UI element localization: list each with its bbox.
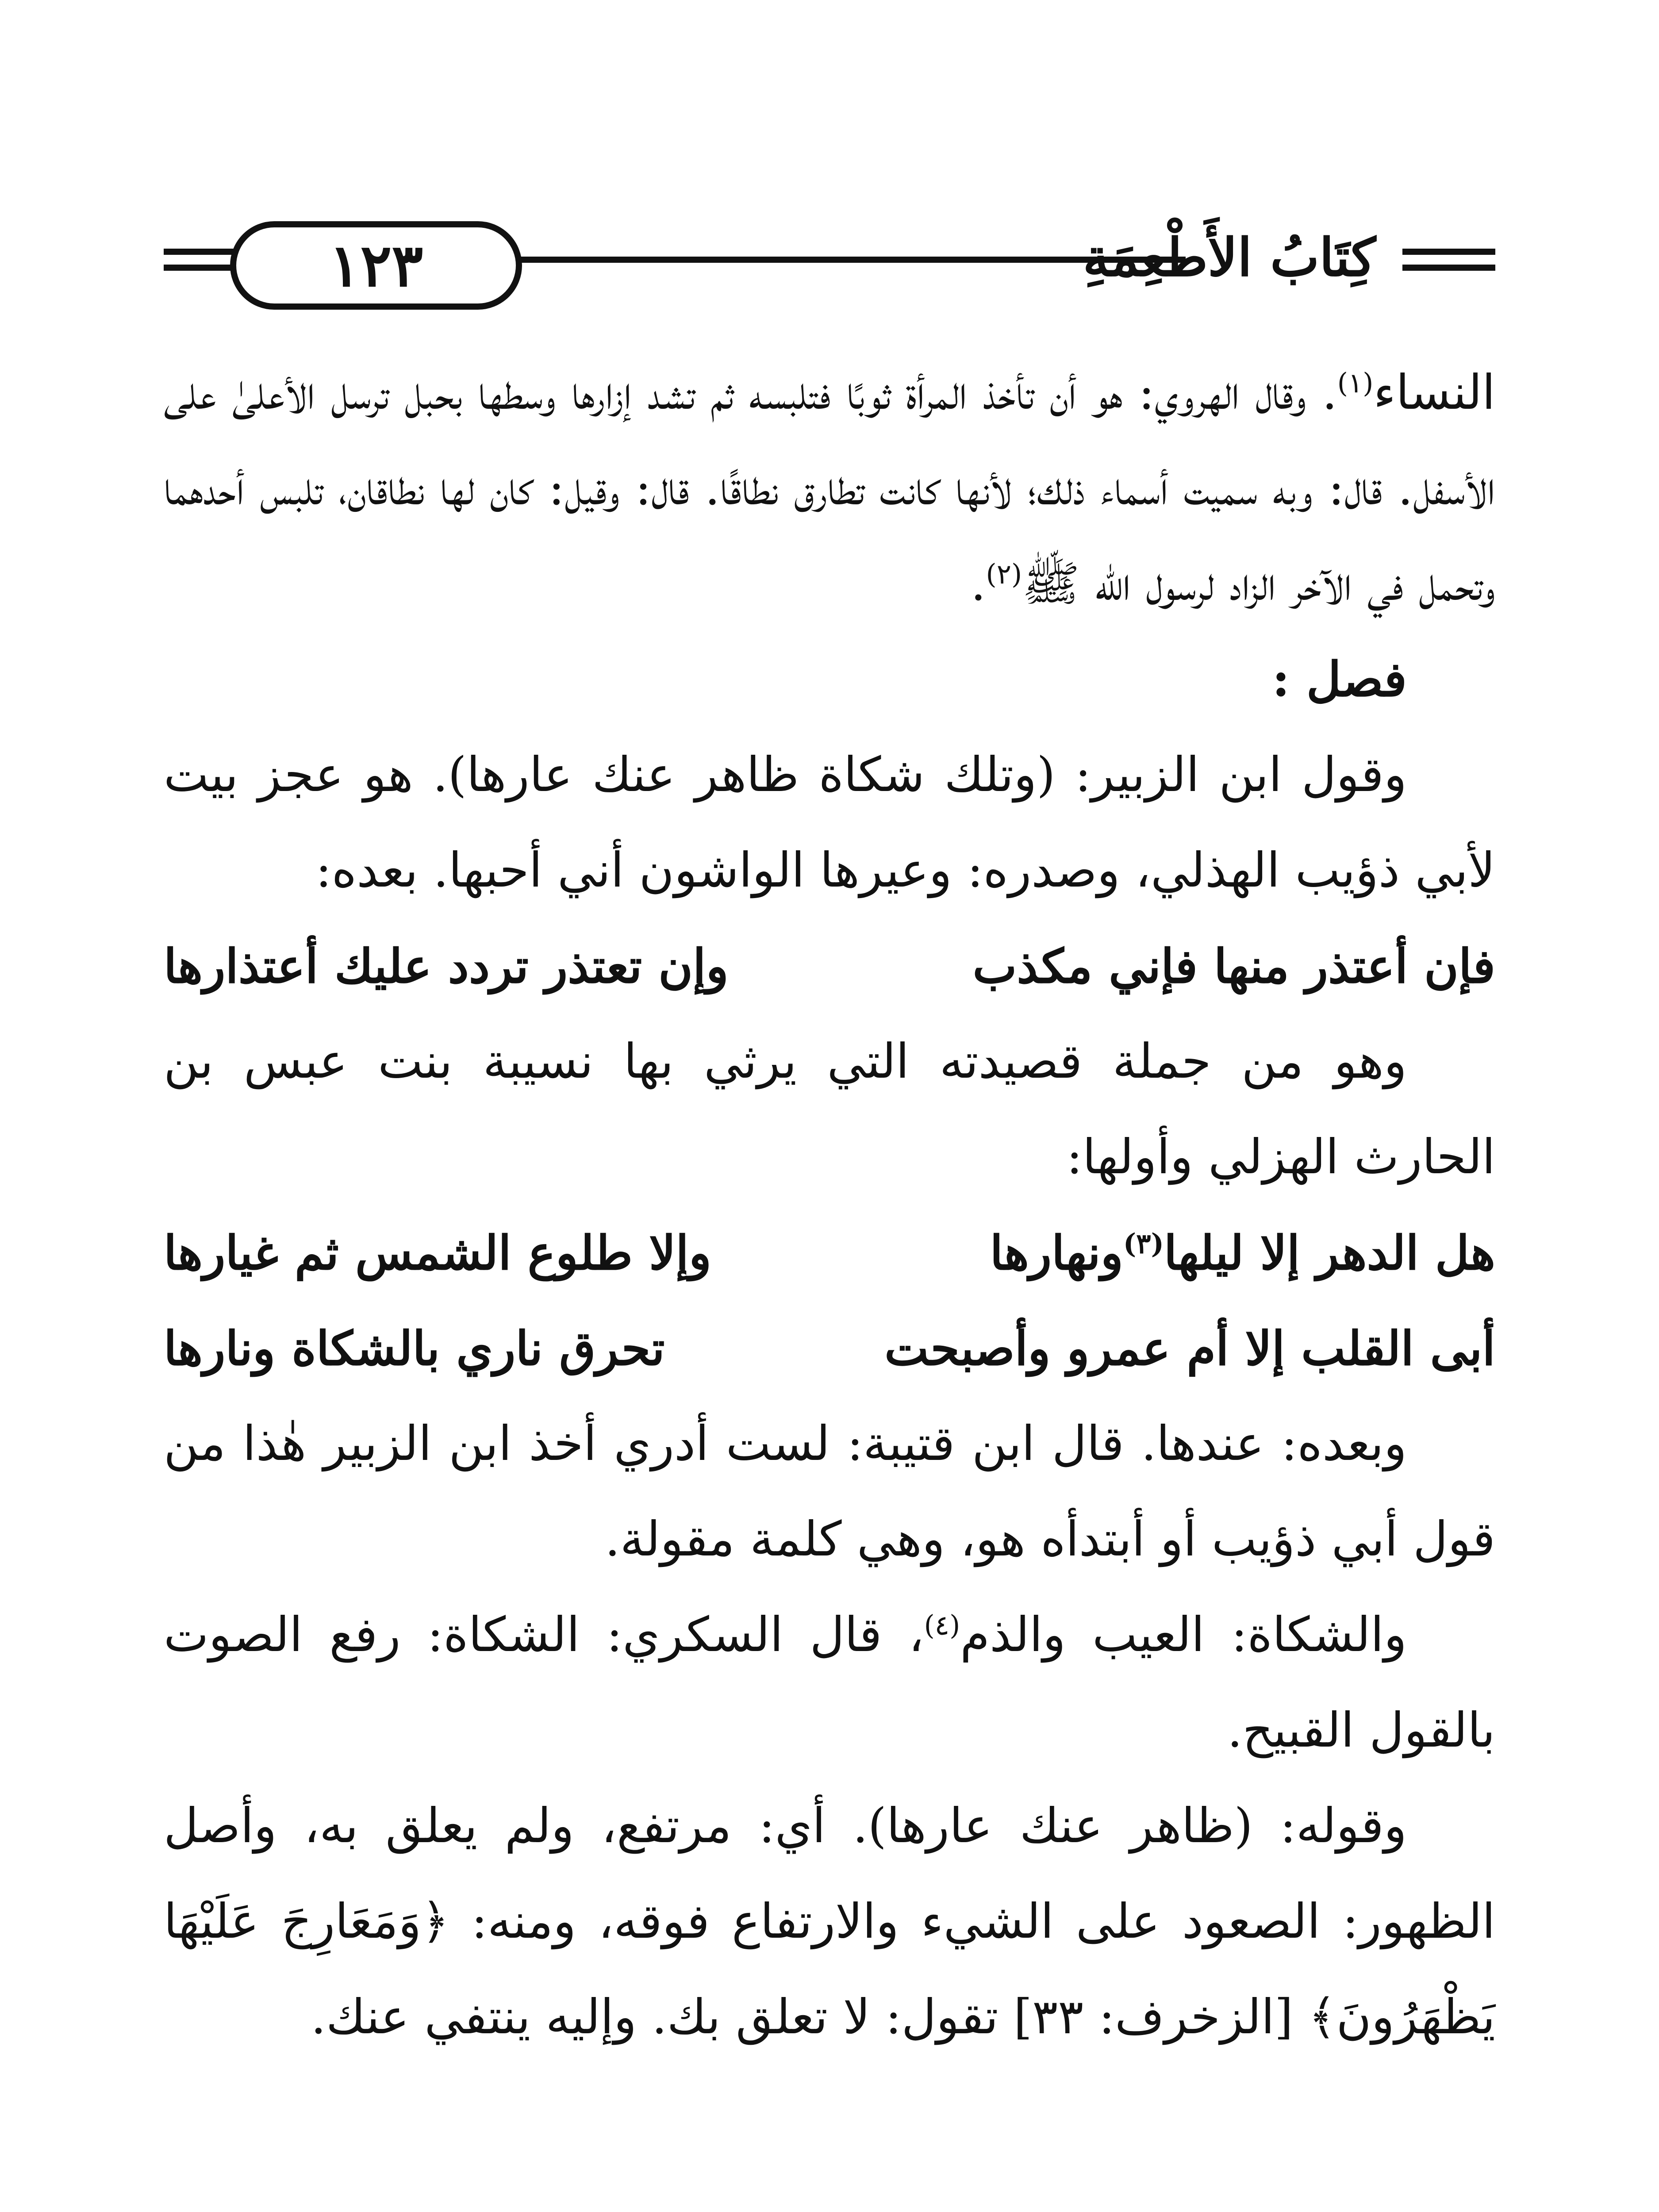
verse-2-first-text: هل الدهر إلا ليلها <box>1164 1225 1495 1280</box>
footnote-ref-4: (٤) <box>924 1609 960 1641</box>
header-rule-left <box>164 249 239 255</box>
verse-3-first-hemistich: أبى القلب إلا أم عمرو وأصبحت <box>884 1321 1495 1376</box>
paragraph-1-text: . وقال الهروي: هو أن تأخذ المرأة ثوبًا فتلبسه ثم تشد إزارها وسطها بحبل ترسل الأعلىٰ على الأسفل. قال: وبه سميت أسماء ذلك؛ لأنها كانت تطارق نطاقًا. قال: وقيل: كان لها نطاقان، تلبس أحدهما وتحمل في الآخر الزاد لرسول الله ﷺ <box>164 365 1495 611</box>
footnote-ref-1: (١) <box>1337 367 1374 399</box>
page-number-badge <box>230 221 522 310</box>
verse-2 <box>164 1205 1495 1301</box>
verse-2-second-hemistich: وإلا طلوع الشمس ثم غيارها <box>164 1225 712 1280</box>
header-rule-left-lower <box>164 265 239 271</box>
verse-2-first-hemistich <box>990 1205 1495 1301</box>
running-title: كِتَابُ الأَطْعِمَةِ <box>1083 227 1376 288</box>
verse-2-first-end: ونهارها <box>990 1225 1123 1280</box>
paragraph-6: وقوله: (ظاهر عنك عارها). أي: مرتفع، ولم يعلق به، وأصل الظهور: الصعود على الشيء والارتفاع فوقه، ومنه: ﴿وَمَعَارِجَ عَلَيْهَا يَظْهَرُونَ﴾ [الزخرف: ٣٣] تقول: لا تعلق بك. وإليه ينتفي عنك. <box>164 1798 1495 2045</box>
page-header <box>164 208 1495 323</box>
header-rule-right <box>1402 249 1495 255</box>
paragraph-1 <box>164 345 1495 632</box>
paragraph-3: وهو من جملة قصيدته التي يرثي بها نسيبة بنت عبس بن الحارث الهزلي وأولها: <box>164 1034 1495 1185</box>
verse-1-second-hemistich: وإن تعتذر تردد عليك أعتذارها <box>164 938 729 994</box>
main-text <box>164 345 1495 2065</box>
paragraph-4: وبعده: عندها. قال ابن قتيبة: لست أدري أخذ ابن الزبير هٰذا من قول أبي ذؤيب أو أبتدأه هو، وهي كلمة مقولة. <box>164 1416 1495 1567</box>
section-heading: فصل : <box>1272 652 1407 707</box>
page-number: ١٢٣ <box>329 231 423 300</box>
verse-1-first-hemistich: فإن أعتذر منها فإني مكذب <box>972 938 1495 994</box>
header-rule-right-lower <box>1402 265 1495 271</box>
paragraph-1-start: النساء <box>1373 365 1495 420</box>
footnote-ref-3: (٣) <box>1123 1227 1164 1260</box>
paragraph-5-start: والشكاة: العيب والذم <box>960 1607 1407 1663</box>
paragraph-5 <box>164 1587 1495 1778</box>
footnote-ref-2: (٢) <box>986 558 1022 590</box>
verse-1 <box>164 918 1495 1014</box>
paragraph-5-text: ، قال السكري: الشكاة: رفع الصوت بالقول القبيح. <box>164 1607 1495 1758</box>
verse-3-second-hemistich: تحرق ناري بالشكاة ونارها <box>164 1321 665 1376</box>
verse-3 <box>164 1301 1495 1396</box>
paragraph-1-end: . <box>971 556 986 611</box>
paragraph-2: وقول ابن الزبير: (وتلك شكاة ظاهر عنك عارها). هو عجز بيت لأبي ذؤيب الهذلي، وصدره: وعيرها الواشون أني أحبها. بعده: <box>164 747 1495 898</box>
